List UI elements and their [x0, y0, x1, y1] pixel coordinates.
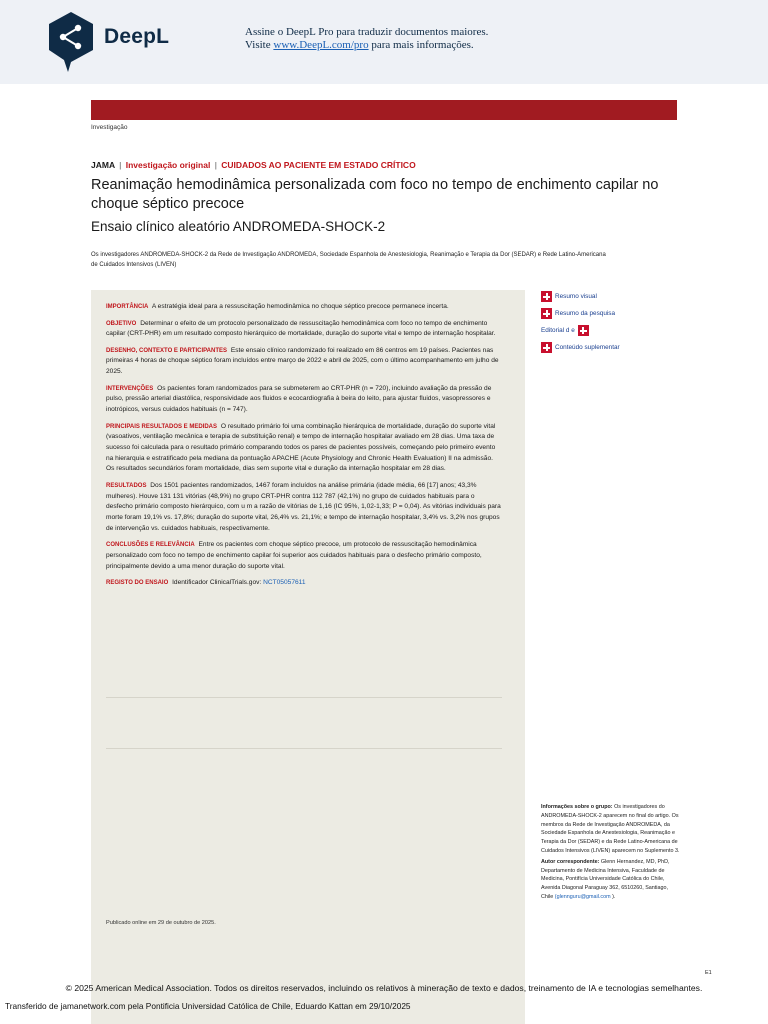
- article-type: Investigação original: [125, 160, 211, 170]
- abstract-importance: [106, 302, 502, 313]
- section-text: O resultado primário foi uma combinação hierárquica de mortalidade, duração do suporte vital (vasoativos, ventilação mecânica e terapia de substituição renal) e tempo de internação hospitalar avaliado em 28 dias. Uma taxa de sucesso foi calculada para o resultado primário comparando todos os pares de pacientes possíveis, começando pelo primeiro evento na hierarquia e estratificado pela mediana da pontuação APACHE (Acute Physiology and Chronic Health Evaluation) II na admissão. Os resultados secundários foram mortalidade, dias sem suporte vital e duração da internação hospitalar em 28 dias.: [106, 422, 496, 473]
- article-title: Reanimação hemodinâmica personalizada com foco no tempo de enchimento capilar no choque séptico precoce: [91, 177, 659, 212]
- supplemental-content-link[interactable]: [541, 339, 681, 356]
- article-category: CUIDADOS AO PACIENTE EM ESTADO CRÍTICO: [221, 160, 416, 170]
- abstract-design: [106, 346, 502, 378]
- section-label: INTERVENÇÕES: [106, 385, 154, 392]
- section-text: Identificador ClinicalTrials.gov:: [172, 579, 264, 587]
- section-text: Este ensaio clínico randomizado foi realizado em 86 centros em 19 países. Pacientes nas primeiras 4 horas de choque séptico foram incluídos entre março de 2022 e abril de 2025, com o último acompanhamento em julho de 2025.: [106, 346, 499, 376]
- info-text: Glenn Hernandez, MD, PhD, Departamento de Medicina Intensiva, Faculdade de Medicina, Pontifícia Universidade Católica do Chile, Avenida Diagonal Paraguay 362, 6510260, Santiago, Chile: [541, 858, 670, 900]
- copyright-notice: © 2025 American Medical Association. Todos os direitos reservados, incluindo os relativos à mineração de texto e dados, treinamento de IA e tecnologias semelhantes.: [65, 983, 703, 993]
- promo-line-1: Assine o DeepL Pro para traduzir documentos maiores.: [245, 26, 489, 38]
- separator: |: [214, 160, 217, 170]
- article-subtitle: Ensaio clínico aleatório ANDROMEDA-SHOCK-2: [91, 219, 386, 234]
- section-text: Determinar o efeito de um protocolo personalizado de ressuscitação hemodinâmica com foco no tempo de enchimento capilar (CRT-PHR) em um resultado composto hierárquico de mortalidade, duração do suporte vital e tempo de internação hospitalar.: [106, 319, 496, 338]
- visual-abstract-link[interactable]: [541, 288, 681, 305]
- plus-icon: [578, 325, 589, 336]
- abstract-body: [106, 302, 502, 595]
- research-summary-link[interactable]: [541, 305, 681, 322]
- promo-line-2: [245, 39, 488, 52]
- info-label: Informações sobre o grupo:: [541, 804, 613, 810]
- journal-header-bar: [91, 100, 677, 120]
- deepl-logo-icon[interactable]: [46, 10, 96, 74]
- page-number: E1: [705, 970, 712, 976]
- abstract-conclusions: [106, 540, 502, 572]
- section-label: DESENHO, CONTEXTO E PARTICIPANTES: [106, 347, 228, 354]
- section-text: Dos 1501 pacientes randomizados, 1467 foram incluídos na análise primária (idade média, 66 [17] anos; 43,3% mulheres). Houve 131 131 vitórias (48,9%) no grupo CRT-PHR contra 112 787 (42,1%) no grupo de cuidados habituais para o desfecho primário composto hierárquico, com u m a razão de vitórias de 1,16 (IC 95%, 1,02-1,33; P = 0,04). As vitórias individuais para morte foram 19,1% vs. 17,8%; duração do suporte vital, 26,4% vs. 21,1%; e tempo de internação hospitalar, 3,4% vs. 3,2% nos grupos de intervenção vs. cuidados habituais, respectivamente.: [106, 481, 501, 532]
- promo-text: [245, 26, 488, 52]
- section-label: IMPORTÂNCIA: [106, 304, 149, 310]
- link-label: Editorial d e: [541, 327, 575, 334]
- abstract-registration: [106, 578, 502, 589]
- author-groups: Os investigadores ANDROMEDA-SHOCK-2 da Rede de Investigação ANDROMEDA, Sociedade Espanhola de Anestesiologia, Reanimação e Terapia da Dor (SEDAR) e Rede Latino-Americana de Cuidados Intensivos (LIVEN): [91, 252, 606, 268]
- section-label: PRINCIPAIS RESULTADOS E MEDIDAS: [106, 423, 218, 430]
- download-notice: Transferido de jamanetwork.com pela Pontificia Universidad Católica de Chile, Eduardo Kattan em 29/10/2025: [5, 1001, 411, 1011]
- abstract-results: [106, 481, 502, 535]
- info-label: Autor correspondente:: [541, 858, 600, 865]
- abstract-outcomes: [106, 422, 502, 476]
- article-information: [541, 803, 681, 904]
- info-text: ).: [612, 893, 616, 900]
- divider: [106, 748, 502, 749]
- section-label: RESULTADOS: [106, 482, 147, 489]
- abstract-panel: [91, 290, 525, 1024]
- section-label: OBJETIVO: [106, 320, 137, 327]
- promo-suffix: para mais informações.: [368, 39, 474, 51]
- section-text: Os pacientes foram randomizados para se submeterem ao CRT-PHR (n = 720), incluindo avaliação da pressão de pulso, pressão arterial diastólica, responsividade aos fluidos e ecocardiografia à beira do leito, para ajustar fluidos, vasopressores e inotrópicos, versus cuidados habituais (n = 747).: [106, 384, 492, 414]
- separator: |: [119, 160, 122, 170]
- promo-prefix: Visite: [245, 39, 274, 51]
- deepl-banner: [0, 0, 768, 84]
- deepl-pro-link[interactable]: www.DeepL.com/pro: [273, 39, 369, 51]
- abstract-interventions: [106, 384, 502, 416]
- journal-line: [91, 160, 416, 170]
- plus-icon: [541, 291, 552, 302]
- info-text: Os investigadores do ANDROMEDA-SHOCK-2 aparecem no final do artigo. Os membros da Rede de Investigação ANDROMEDA, da Sociedade Espanhola de Anestesiologia, Reanimação e Terapia da Dor (SEDAR) e da Rede Latino-Americana de Cuidados Intensivos (LIVEN) aparecem no Suplemento 3.: [541, 804, 680, 854]
- corresponding-author: [541, 858, 681, 902]
- abstract-objective: [106, 319, 502, 340]
- deepl-logo-text: DeepL: [104, 25, 170, 48]
- section-text: A estratégia ideal para a ressuscitação hemodinâmica no choque séptico precoce permanece incerta.: [151, 303, 449, 310]
- link-label: Resumo da pesquisa: [555, 310, 616, 317]
- group-information: [541, 803, 681, 856]
- divider: [106, 697, 502, 698]
- publication-date: Publicado online em 29 de outubro de 2025.: [106, 920, 216, 926]
- plus-icon: [541, 342, 552, 353]
- author-email-link[interactable]: (glennguru@gmail.com: [554, 893, 611, 900]
- trial-id-link[interactable]: NCT05057611: [263, 579, 306, 587]
- section-text: Entre os pacientes com choque séptico precoce, um protocolo de ressuscitação hemodinâmica personalizado com foco no tempo de enchimento capilar foi superior aos cuidados habituais para o desfecho primário composto, principalmente devido a uma menor duração do suporte vital.: [106, 541, 482, 570]
- section-label: REGISTO DO ENSAIO: [106, 580, 169, 587]
- link-label: Conteúdo suplementar: [555, 344, 620, 351]
- supplement-links: [541, 288, 681, 356]
- plus-icon: [541, 308, 552, 319]
- section-label: CONCLUSÕES E RELEVÂNCIA: [106, 542, 195, 549]
- editorial-link[interactable]: [541, 322, 681, 339]
- section-tag: Investigação: [91, 124, 128, 131]
- journal-name: JAMA: [91, 160, 115, 170]
- link-label: Resumo visual: [555, 293, 597, 300]
